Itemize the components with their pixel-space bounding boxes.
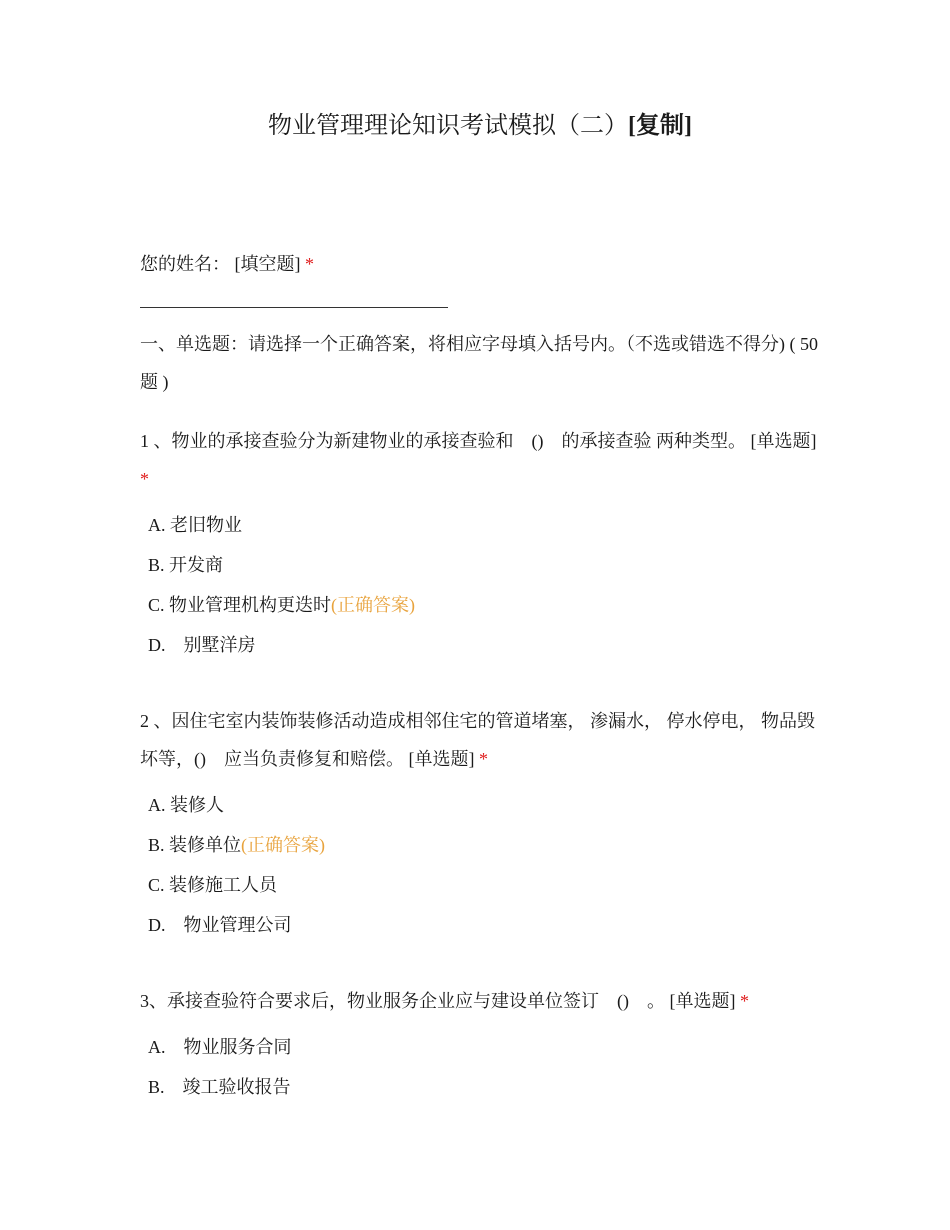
required-mark: *: [140, 469, 149, 489]
option-text: C. 物业管理机构更迭时: [148, 595, 332, 615]
option-text: C. 装修施工人员: [148, 875, 278, 895]
option-text: B. 竣工验收报告: [148, 1077, 291, 1097]
required-mark: *: [740, 991, 749, 1011]
option-1-c[interactable]: [148, 585, 820, 625]
correct-answer-label: (正确答案): [331, 595, 416, 615]
option-1-d[interactable]: [148, 625, 820, 665]
question-2-type: [单选题]: [408, 749, 475, 769]
required-mark: *: [305, 254, 314, 274]
survey-page: [140, 0, 820, 1230]
option-text: D. 别墅洋房: [148, 635, 256, 655]
question-1-text: 1 、物业的承接查验分为新建物业的承接查验和 () 的承接查验 两种类型。: [140, 431, 746, 451]
question-1-options: [148, 505, 820, 665]
correct-answer-label: (正确答案): [241, 835, 326, 855]
section-heading: 一、单选题：请选择一个正确答案，将相应字母填入括号内。（不选或错选不得分) ( 50 题 ): [140, 334, 818, 392]
option-1-a[interactable]: [148, 505, 820, 545]
option-text: A. 老旧物业: [148, 515, 242, 535]
option-3-a[interactable]: [148, 1027, 820, 1067]
question-2: [140, 702, 820, 778]
option-2-a[interactable]: [148, 785, 820, 825]
option-3-b[interactable]: [148, 1067, 820, 1107]
name-answer-blank[interactable]: [140, 307, 448, 308]
question-1: [140, 422, 820, 498]
option-1-b[interactable]: [148, 545, 820, 585]
option-2-c[interactable]: [148, 865, 820, 905]
question-3-type: [单选题]: [669, 991, 736, 1011]
question-3-options: [148, 1027, 820, 1107]
option-text: A. 装修人: [148, 795, 224, 815]
question-3: [140, 982, 820, 1020]
option-text: D. 物业管理公司: [148, 915, 292, 935]
option-text: B. 装修单位: [148, 835, 242, 855]
option-2-d[interactable]: [148, 905, 820, 945]
option-2-b[interactable]: [148, 825, 820, 865]
question-2-text: 2 、因住宅室内装饰装修活动造成相邻住宅的管道堵塞， 渗漏水， 停水停电， 物品毁坏等，() 应当负责修复和赔偿。: [140, 711, 815, 769]
option-text: B. 开发商: [148, 555, 224, 575]
page-title: [140, 110, 820, 142]
question-3-text: 3、承接查验符合要求后，物业服务企业应与建设单位签订 () 。: [140, 991, 665, 1011]
name-question-label: 您的姓名：: [140, 254, 230, 274]
option-text: A. 物业服务合同: [148, 1037, 292, 1057]
required-mark: *: [479, 749, 488, 769]
name-question-type: [填空题]: [234, 254, 301, 274]
question-1-type: [单选题]: [750, 431, 817, 451]
title-suffix: [复制]: [628, 113, 692, 139]
title-main: 物业管理理论知识考试模拟（二）: [268, 113, 628, 139]
name-question: [140, 245, 820, 283]
question-2-options: [148, 785, 820, 945]
